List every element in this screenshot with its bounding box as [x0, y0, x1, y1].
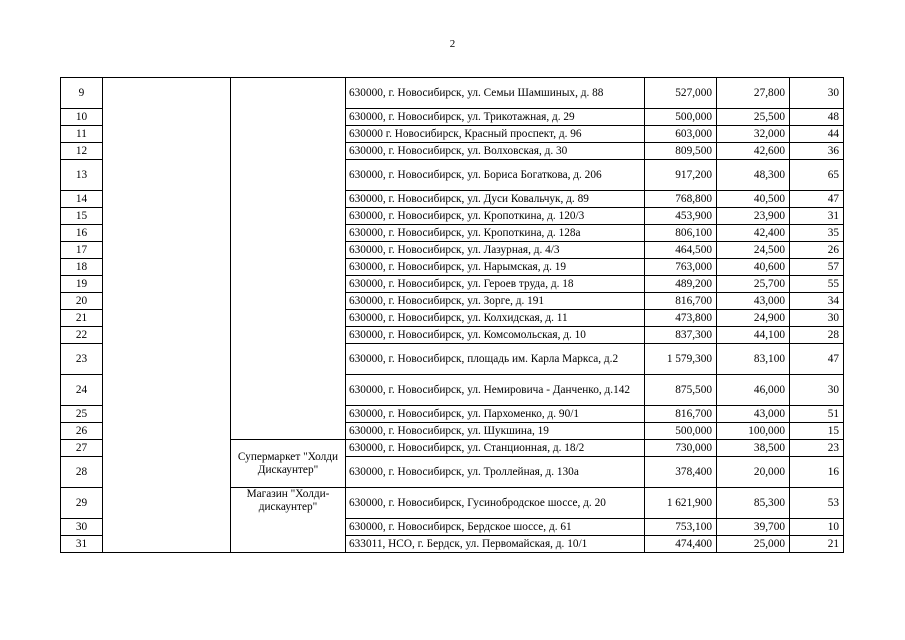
- value-cell-2: 48,300: [717, 160, 790, 191]
- address-cell: 633011, НСО, г. Бердск, ул. Первомайская, д. 10/1: [346, 536, 645, 553]
- value-cell-3: 10: [790, 519, 844, 536]
- row-number: 25: [61, 406, 103, 423]
- value-cell-1: 489,200: [645, 276, 717, 293]
- address-cell: 630000, г. Новосибирск, ул. Шукшина, 19: [346, 423, 645, 440]
- address-cell: 630000, г. Новосибирск, ул. Лазурная, д. 4/3: [346, 242, 645, 259]
- value-cell-1: 837,300: [645, 327, 717, 344]
- value-cell-1: 1 621,900: [645, 488, 717, 519]
- row-number: 12: [61, 143, 103, 160]
- row-number: 22: [61, 327, 103, 344]
- value-cell-2: 32,000: [717, 126, 790, 143]
- value-cell-1: 603,000: [645, 126, 717, 143]
- stores-table: [60, 77, 844, 553]
- row-number: 29: [61, 488, 103, 519]
- value-cell-3: 65: [790, 160, 844, 191]
- value-cell-3: 48: [790, 109, 844, 126]
- value-cell-2: 25,500: [717, 109, 790, 126]
- row-number: 30: [61, 519, 103, 536]
- value-cell-1: 763,000: [645, 259, 717, 276]
- value-cell-3: 36: [790, 143, 844, 160]
- value-cell-2: 42,400: [717, 225, 790, 242]
- table-row: [61, 78, 844, 109]
- value-cell-1: 474,400: [645, 536, 717, 553]
- value-cell-1: 917,200: [645, 160, 717, 191]
- row-number: 31: [61, 536, 103, 553]
- value-cell-1: 1 579,300: [645, 344, 717, 375]
- store-type-shop: Магазин "Холди-дискаунтер": [231, 488, 346, 553]
- address-cell: 630000, г. Новосибирск, ул. Бориса Богаткова, д. 206: [346, 160, 645, 191]
- value-cell-2: 40,500: [717, 191, 790, 208]
- value-cell-1: 875,500: [645, 375, 717, 406]
- value-cell-3: 34: [790, 293, 844, 310]
- row-number: 24: [61, 375, 103, 406]
- row-number: 13: [61, 160, 103, 191]
- value-cell-2: 25,700: [717, 276, 790, 293]
- value-cell-2: 25,000: [717, 536, 790, 553]
- row-number: 20: [61, 293, 103, 310]
- value-cell-2: 44,100: [717, 327, 790, 344]
- row-number: 14: [61, 191, 103, 208]
- value-cell-1: 500,000: [645, 109, 717, 126]
- value-cell-1: 806,100: [645, 225, 717, 242]
- row-number: 26: [61, 423, 103, 440]
- value-cell-1: 768,800: [645, 191, 717, 208]
- value-cell-2: 40,600: [717, 259, 790, 276]
- value-cell-1: 500,000: [645, 423, 717, 440]
- value-cell-3: 44: [790, 126, 844, 143]
- row-number: 21: [61, 310, 103, 327]
- empty-merged-cell: [103, 78, 231, 553]
- address-cell: 630000, г. Новосибирск, ул. Кропоткина, д. 120/3: [346, 208, 645, 225]
- row-number: 28: [61, 457, 103, 488]
- value-cell-3: 16: [790, 457, 844, 488]
- address-cell: 630000, г. Новосибирск, ул. Пархоменко, д. 90/1: [346, 406, 645, 423]
- value-cell-2: 27,800: [717, 78, 790, 109]
- value-cell-2: 43,000: [717, 406, 790, 423]
- value-cell-2: 43,000: [717, 293, 790, 310]
- row-number: 9: [61, 78, 103, 109]
- value-cell-1: 453,900: [645, 208, 717, 225]
- address-cell: 630000, г. Новосибирск, ул. Трикотажная, д. 29: [346, 109, 645, 126]
- row-number: 11: [61, 126, 103, 143]
- value-cell-1: 378,400: [645, 457, 717, 488]
- value-cell-3: 51: [790, 406, 844, 423]
- value-cell-1: 753,100: [645, 519, 717, 536]
- address-cell: 630000, г. Новосибирск, ул. Колхидская, д. 11: [346, 310, 645, 327]
- value-cell-1: 816,700: [645, 406, 717, 423]
- value-cell-3: 28: [790, 327, 844, 344]
- value-cell-2: 39,700: [717, 519, 790, 536]
- value-cell-3: 21: [790, 536, 844, 553]
- value-cell-3: 55: [790, 276, 844, 293]
- address-cell: 630000, г. Новосибирск, ул. Нарымская, д. 19: [346, 259, 645, 276]
- value-cell-3: 35: [790, 225, 844, 242]
- value-cell-2: 85,300: [717, 488, 790, 519]
- row-number: 15: [61, 208, 103, 225]
- value-cell-3: 30: [790, 375, 844, 406]
- value-cell-2: 38,500: [717, 440, 790, 457]
- row-number: 10: [61, 109, 103, 126]
- address-cell: 630000, г. Новосибирск, ул. Волховская, д. 30: [346, 143, 645, 160]
- row-number: 19: [61, 276, 103, 293]
- value-cell-1: 527,000: [645, 78, 717, 109]
- page-number: 2: [449, 38, 456, 50]
- value-cell-1: 473,800: [645, 310, 717, 327]
- value-cell-3: 31: [790, 208, 844, 225]
- value-cell-2: 24,900: [717, 310, 790, 327]
- value-cell-3: 30: [790, 310, 844, 327]
- address-cell: 630000, г. Новосибирск, ул. Немировича - Данченко, д.142: [346, 375, 645, 406]
- value-cell-2: 83,100: [717, 344, 790, 375]
- address-cell: 630000, г. Новосибирск, Бердское шоссе, д. 61: [346, 519, 645, 536]
- value-cell-3: 57: [790, 259, 844, 276]
- value-cell-1: 730,000: [645, 440, 717, 457]
- address-cell: 630000, г. Новосибирск, площадь им. Карла Маркса, д.2: [346, 344, 645, 375]
- address-cell: 630000 г. Новосибирск, Красный проспект, д. 96: [346, 126, 645, 143]
- row-number: 23: [61, 344, 103, 375]
- value-cell-2: 42,600: [717, 143, 790, 160]
- value-cell-3: 47: [790, 344, 844, 375]
- address-cell: 630000, г. Новосибирск, ул. Кропоткина, д. 128а: [346, 225, 645, 242]
- store-type-supermarket: Супермаркет "Холди Дискаунтер": [231, 440, 346, 488]
- value-cell-3: 30: [790, 78, 844, 109]
- value-cell-3: 23: [790, 440, 844, 457]
- address-cell: 630000, г. Новосибирск, ул. Троллейная, д. 130а: [346, 457, 645, 488]
- value-cell-3: 47: [790, 191, 844, 208]
- row-number: 16: [61, 225, 103, 242]
- value-cell-1: 809,500: [645, 143, 717, 160]
- address-cell: 630000, г. Новосибирск, ул. Зорге, д. 191: [346, 293, 645, 310]
- value-cell-2: 100,000: [717, 423, 790, 440]
- row-number: 17: [61, 242, 103, 259]
- value-cell-1: 816,700: [645, 293, 717, 310]
- empty-store-cell: [231, 78, 346, 440]
- value-cell-2: 46,000: [717, 375, 790, 406]
- value-cell-1: 464,500: [645, 242, 717, 259]
- row-number: 27: [61, 440, 103, 457]
- value-cell-2: 24,500: [717, 242, 790, 259]
- value-cell-2: 20,000: [717, 457, 790, 488]
- row-number: 18: [61, 259, 103, 276]
- value-cell-2: 23,900: [717, 208, 790, 225]
- address-cell: 630000, г. Новосибирск, Гусинобродское шоссе, д. 20: [346, 488, 645, 519]
- value-cell-3: 26: [790, 242, 844, 259]
- address-cell: 630000, г. Новосибирск, ул. Героев труда, д. 18: [346, 276, 645, 293]
- address-cell: 630000, г. Новосибирск, ул. Комсомольская, д. 10: [346, 327, 645, 344]
- value-cell-3: 53: [790, 488, 844, 519]
- value-cell-3: 15: [790, 423, 844, 440]
- address-cell: 630000, г. Новосибирск, ул. Семьи Шамшиных, д. 88: [346, 78, 645, 109]
- address-cell: 630000, г. Новосибирск, ул. Станционная, д. 18/2: [346, 440, 645, 457]
- address-cell: 630000, г. Новосибирск, ул. Дуси Ковальчук, д. 89: [346, 191, 645, 208]
